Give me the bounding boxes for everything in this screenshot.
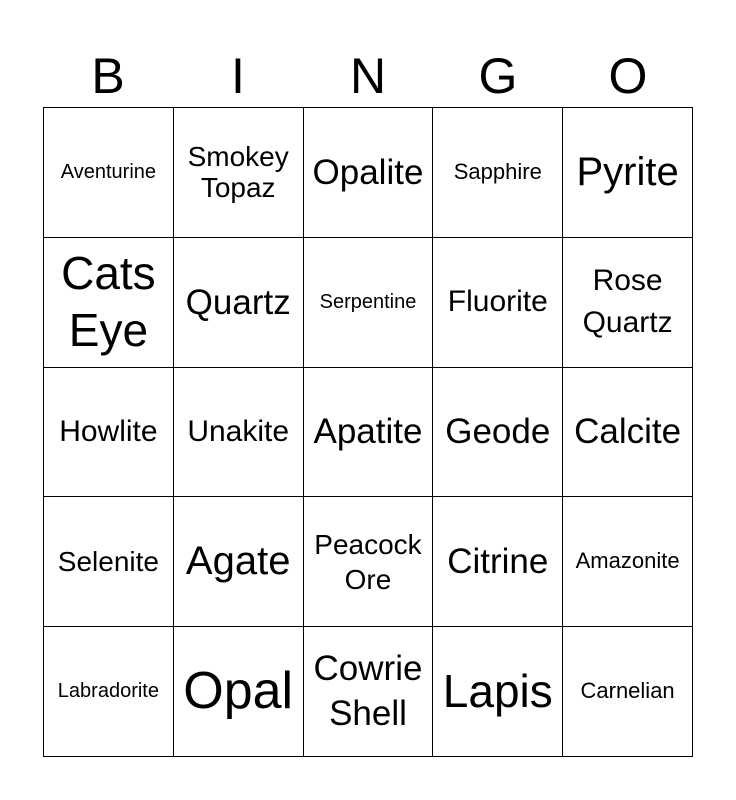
- header-letter-g: G: [478, 48, 518, 104]
- cell-label: Apatite: [313, 412, 423, 452]
- bingo-header: [43, 46, 693, 106]
- bingo-cell[interactable]: [44, 627, 174, 757]
- bingo-cell[interactable]: [563, 108, 693, 238]
- header-letter-b: B: [91, 48, 125, 104]
- cell-label: Opal: [183, 662, 294, 721]
- bingo-cell[interactable]: [174, 497, 304, 627]
- cell-label: Cats Eye: [61, 246, 156, 357]
- bingo-cell[interactable]: [304, 368, 434, 498]
- bingo-cell[interactable]: [563, 368, 693, 498]
- cell-label: Carnelian: [580, 678, 675, 704]
- bingo-cell[interactable]: [304, 627, 434, 757]
- header-letter-i: I: [231, 48, 245, 104]
- bingo-cell[interactable]: [304, 238, 434, 368]
- cell-label: Citrine: [447, 542, 549, 582]
- cell-label: Labradorite: [57, 680, 159, 703]
- cell-label: Geode: [445, 412, 551, 452]
- cell-label: Agate: [185, 539, 291, 584]
- bingo-card-grid: [43, 107, 693, 757]
- cell-label: Smokey Topaz: [187, 141, 289, 204]
- cell-label: Unakite: [187, 415, 290, 449]
- cell-label: Cowrie Shell: [313, 648, 423, 733]
- header-letter-n: N: [349, 48, 387, 104]
- bingo-cell[interactable]: [433, 238, 563, 368]
- bingo-cell[interactable]: [433, 368, 563, 498]
- bingo-cell[interactable]: [563, 627, 693, 757]
- cell-label: Aventurine: [60, 161, 157, 184]
- header-letter-o: O: [608, 48, 648, 104]
- cell-label: Rose Quartz: [582, 264, 673, 340]
- cell-label: Howlite: [59, 415, 158, 449]
- bingo-cell[interactable]: [563, 238, 693, 368]
- bingo-cell[interactable]: [44, 108, 174, 238]
- cell-label: Peacock Ore: [314, 528, 422, 595]
- bingo-cell[interactable]: [304, 108, 434, 238]
- cell-label: Sapphire: [453, 159, 542, 185]
- bingo-cell[interactable]: [433, 108, 563, 238]
- bingo-cell[interactable]: [174, 627, 304, 757]
- bingo-cell[interactable]: [44, 368, 174, 498]
- cell-label: Quartz: [185, 282, 291, 322]
- bingo-cell[interactable]: [174, 368, 304, 498]
- bingo-cell[interactable]: [44, 497, 174, 627]
- cell-label: Opalite: [312, 152, 424, 192]
- cell-label: Selenite: [57, 546, 159, 578]
- cell-label: Calcite: [574, 412, 682, 452]
- bingo-cell[interactable]: [174, 238, 304, 368]
- cell-label: Fluorite: [447, 285, 548, 319]
- bingo-cell[interactable]: [433, 627, 563, 757]
- cell-label: Amazonite: [575, 548, 680, 574]
- bingo-cell[interactable]: [433, 497, 563, 627]
- bingo-cell[interactable]: [563, 497, 693, 627]
- cell-label: Serpentine: [319, 291, 417, 313]
- cell-label: Pyrite: [576, 150, 679, 194]
- bingo-cell[interactable]: [44, 238, 174, 368]
- bingo-cell[interactable]: [304, 497, 434, 627]
- cell-label: Lapis: [442, 664, 553, 717]
- bingo-cell[interactable]: [174, 108, 304, 238]
